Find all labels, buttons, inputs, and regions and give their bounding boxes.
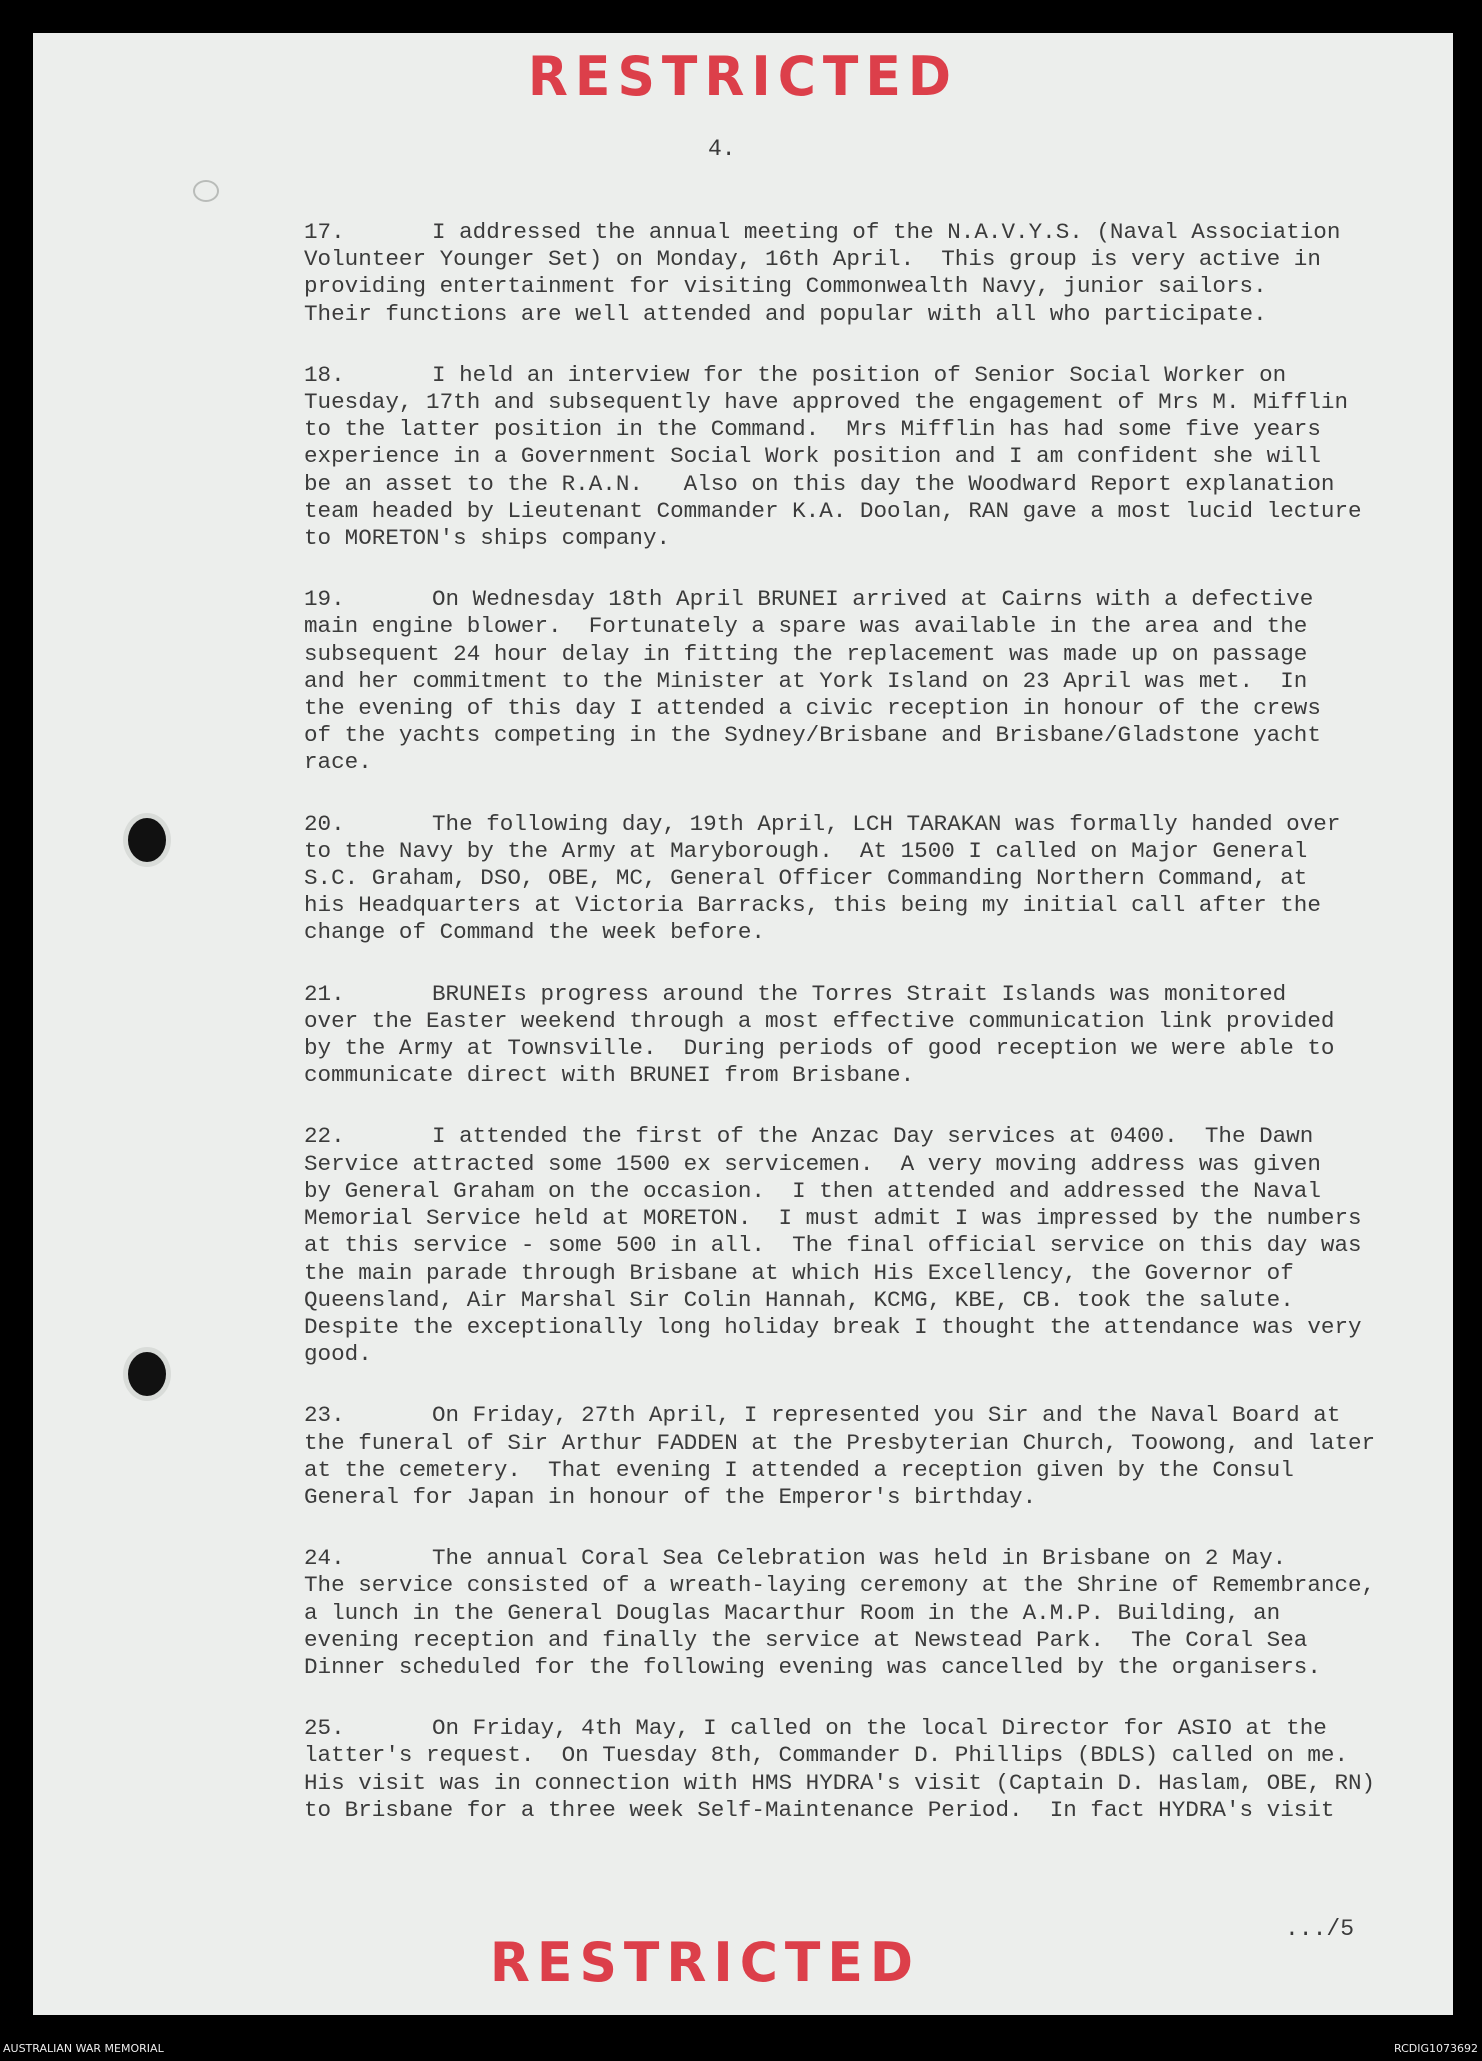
paragraph-line (304, 1205, 1444, 1232)
paragraph-number: 19. (304, 586, 345, 613)
paragraph-text: Dinner scheduled for the following evening was cancelled by the organisers. (304, 1653, 1321, 1680)
paragraph-line (304, 1430, 1444, 1457)
paragraph-number: 25. (304, 1715, 345, 1742)
paragraph-line (304, 749, 1444, 776)
paragraph-text: On Friday, 27th April, I represented you Sir and the Naval Board at (432, 1402, 1341, 1429)
page-number: 4. (708, 136, 736, 162)
paragraph-text: communicate direct with BRUNEI from Brisbane. (304, 1062, 915, 1089)
paragraph-text: providing entertainment for visiting Commonwealth Navy, junior sailors. (304, 273, 1267, 300)
paragraph (304, 362, 1444, 552)
paragraph-number: 22. (304, 1123, 345, 1150)
paragraph-text: of the yachts competing in the Sydney/Brisbane and Brisbane/Gladstone yacht (304, 722, 1321, 749)
paragraph-text: at this service - some 500 in all. The final official service on this day was (304, 1232, 1362, 1259)
paragraph-text: change of Command the week before. (304, 919, 765, 946)
paragraph-line (304, 389, 1444, 416)
paragraph (304, 586, 1444, 776)
paragraph-line (304, 1341, 1444, 1368)
paragraph-line (304, 525, 1444, 552)
paragraph-text: latter's request. On Tuesday 8th, Commander D. Phillips (BDLS) called on me. (304, 1742, 1349, 1769)
paragraph-number: 24. (304, 1545, 345, 1572)
restricted-stamp-top: RESTRICTED (527, 45, 959, 109)
paragraph-text: The service consisted of a wreath-laying ceremony at the Shrine of Remembrance, (304, 1572, 1376, 1599)
footer-reference: RCDIG1073692 (1393, 2042, 1478, 2055)
paragraph-line (304, 613, 1444, 640)
paragraph-text: to the latter position in the Command. Mrs Mifflin has had some five years (304, 416, 1321, 443)
paragraph-line (304, 1151, 1444, 1178)
paragraph-number: 20. (304, 810, 345, 837)
paragraph-line (304, 1484, 1444, 1511)
paragraph-line (304, 1035, 1444, 1062)
paragraph-text: team headed by Lieutenant Commander K.A. Doolan, RAN gave a most lucid lecture (304, 497, 1362, 524)
paragraph-line (304, 641, 1444, 668)
paragraph-line (304, 1178, 1444, 1205)
paragraph-line (304, 865, 1444, 892)
paragraph-text: Their functions are well attended and popular with all who participate. (304, 300, 1267, 327)
paragraph-text: Despite the exceptionally long holiday break I thought the attendance was very (304, 1313, 1362, 1340)
paragraph-line (304, 1123, 1444, 1150)
paragraph-line (304, 668, 1444, 695)
paragraph-line (304, 695, 1444, 722)
paragraph-line (304, 1797, 1444, 1824)
paragraph-line (304, 471, 1444, 498)
paragraph-text: by General Graham on the occasion. I then attended and addressed the Naval (304, 1177, 1321, 1204)
paragraph-text: Volunteer Younger Set) on Monday, 16th April. This group is very active in (304, 246, 1321, 273)
paragraph-text: Queensland, Air Marshal Sir Colin Hannah, KCMG, KBE, CB. took the salute. (304, 1286, 1294, 1313)
paragraph-text: The following day, 19th April, LCH TARAKAN was formally handed over (432, 810, 1341, 837)
paragraph-line (304, 1770, 1444, 1797)
paragraph-text: to Brisbane for a three week Self-Maintenance Period. In fact HYDRA's visit (304, 1796, 1335, 1823)
paragraph-text: On Wednesday 18th April BRUNEI arrived at Cairns with a defective (432, 586, 1314, 613)
paragraph-text: The annual Coral Sea Celebration was held in Brisbane on 2 May. (432, 1545, 1287, 1572)
punch-hole-icon (128, 1352, 166, 1396)
paragraph (304, 1545, 1444, 1681)
paragraph-line (304, 981, 1444, 1008)
paragraph-text: good. (304, 1341, 372, 1368)
paragraph-text: experience in a Government Social Work position and I am confident she will (304, 443, 1321, 470)
paragraph-text: S.C. Graham, DSO, OBE, MC, General Officer Commanding Northern Command, at (304, 865, 1308, 892)
paragraph-line (304, 301, 1444, 328)
paragraph-text: I attended the first of the Anzac Day services at 0400. The Dawn (432, 1123, 1314, 1150)
paragraph-line (304, 1600, 1444, 1627)
paragraph-line (304, 1314, 1444, 1341)
paragraph (304, 1715, 1444, 1824)
paragraph-text: to MORETON's ships company. (304, 525, 671, 552)
footer-source: AUSTRALIAN WAR MEMORIAL (3, 2042, 164, 2055)
paragraph (304, 1123, 1444, 1368)
paragraph-text: On Friday, 4th May, I called on the local Director for ASIO at the (432, 1715, 1327, 1742)
paragraph-text: and her commitment to the Minister at York Island on 23 April was met. In (304, 667, 1308, 694)
paragraph (304, 219, 1444, 328)
paragraph-text: to the Navy by the Army at Maryborough. At 1500 I called on Major General (304, 837, 1308, 864)
paragraph-text: main engine blower. Fortunately a spare was available in the area and the (304, 613, 1308, 640)
paragraph-text: the evening of this day I attended a civic reception in honour of the crews (304, 695, 1321, 722)
paragraph-line (304, 1232, 1444, 1259)
paragraph-text: the funeral of Sir Arthur FADDEN at the Presbyterian Church, Toowong, and later (304, 1429, 1376, 1456)
paragraph-text: over the Easter weekend through a most effective communication link provided (304, 1007, 1335, 1034)
paragraph-line (304, 273, 1444, 300)
paragraph-line (304, 1457, 1444, 1484)
paragraph-line (304, 1062, 1444, 1089)
paragraph-number: 18. (304, 361, 345, 388)
paragraph-text: at the cemetery. That evening I attended a reception given by the Consul (304, 1456, 1294, 1483)
paragraph-text: Tuesday, 17th and subsequently have approved the engagement of Mrs M. Mifflin (304, 389, 1349, 416)
paragraph-text: I addressed the annual meeting of the N.A.V.Y.S. (Naval Association (432, 219, 1341, 245)
paragraph-text: I held an interview for the position of Senior Social Worker on (432, 361, 1287, 388)
restricted-stamp-bottom: RESTRICTED (489, 1931, 921, 1995)
paragraph-line (304, 362, 1444, 389)
paragraph-text: evening reception and finally the service at Newstead Park. The Coral Sea (304, 1626, 1308, 1653)
paragraph-number: 17. (304, 219, 345, 245)
paragraph-text: the main parade through Brisbane at which His Excellency, the Governor of (304, 1259, 1294, 1286)
paragraph-line (304, 1572, 1444, 1599)
paragraph-text: BRUNEIs progress around the Torres Strait Islands was monitored (432, 980, 1287, 1007)
paragraph-number: 23. (304, 1402, 345, 1429)
paragraph-line (304, 1402, 1444, 1429)
paragraph-line (304, 1742, 1444, 1769)
paragraph-line (304, 246, 1444, 273)
paragraph-line (304, 498, 1444, 525)
paragraph-line (304, 811, 1444, 838)
paragraph-line (304, 1715, 1444, 1742)
paragraph-text: General for Japan in honour of the Emperor's birthday. (304, 1483, 1037, 1510)
paragraph (304, 981, 1444, 1090)
paragraph-line (304, 1287, 1444, 1314)
paragraph-text: Memorial Service held at MORETON. I must admit I was impressed by the numbers (304, 1205, 1362, 1232)
document-body (304, 219, 1444, 1858)
paragraph-text: His visit was in connection with HMS HYDRA's visit (Captain D. Haslam, OBE, RN) (304, 1769, 1376, 1796)
archive-footer (0, 2037, 1482, 2061)
paragraph-text: be an asset to the R.A.N. Also on this day the Woodward Report explanation (304, 470, 1335, 497)
paragraph-line (304, 838, 1444, 865)
paragraph-line (304, 919, 1444, 946)
continuation-marker: .../5 (1285, 1916, 1355, 1942)
paragraph-line (304, 722, 1444, 749)
paragraph-number: 21. (304, 980, 345, 1007)
paragraph-line (304, 1260, 1444, 1287)
paragraph-line (304, 443, 1444, 470)
paragraph-text: Service attracted some 1500 ex servicemen. A very moving address was given (304, 1150, 1321, 1177)
paragraph-text: a lunch in the General Douglas Macarthur Room in the A.M.P. Building, an (304, 1599, 1281, 1626)
document-page (33, 33, 1453, 2015)
paragraph-line (304, 1008, 1444, 1035)
paragraph-line (304, 1545, 1444, 1572)
paragraph-line (304, 586, 1444, 613)
paragraph-line (304, 892, 1444, 919)
punch-hole-icon (128, 818, 166, 862)
paragraph-line (304, 219, 1444, 246)
paragraph-text: by the Army at Townsville. During periods of good reception we were able to (304, 1035, 1335, 1062)
paragraph (304, 1402, 1444, 1511)
paragraph-text: his Headquarters at Victoria Barracks, this being my initial call after the (304, 892, 1321, 919)
paragraph (304, 811, 1444, 947)
paragraph-line (304, 1627, 1444, 1654)
paper-smudge (193, 180, 219, 202)
paragraph-text: subsequent 24 hour delay in fitting the replacement was made up on passage (304, 640, 1308, 667)
paragraph-line (304, 1654, 1444, 1681)
paragraph-text: race. (304, 749, 372, 776)
paragraph-line (304, 416, 1444, 443)
